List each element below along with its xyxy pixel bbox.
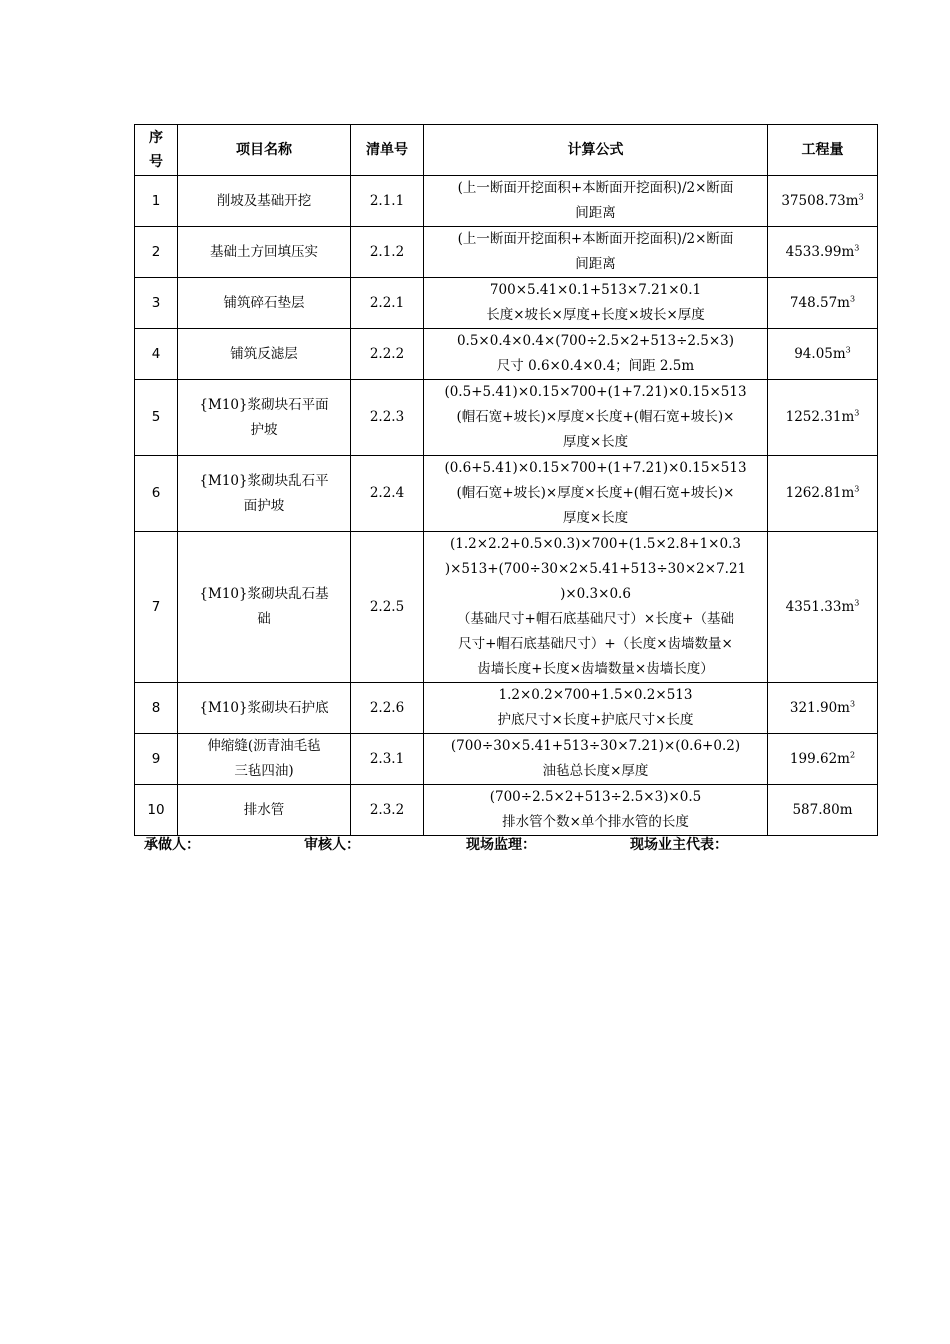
formula-line: (700÷2.5×2+513÷2.5×3)×0.5: [489, 789, 702, 805]
quantity-amount: 37508.73m: [781, 192, 859, 209]
formula-line: )×513+(700÷30×2×5.41+513÷30×2×7.21: [444, 561, 747, 577]
quantity-amount: 321.90m: [789, 699, 850, 716]
header-quantity: 工程量: [768, 125, 878, 176]
formula-line: 长度×坡长×厚度+长度×坡长×厚度: [486, 307, 705, 323]
item-name-line: 排水管: [243, 801, 285, 818]
row-number: 9: [135, 734, 178, 785]
calculation-formula: [424, 456, 768, 532]
item-name: [178, 329, 351, 380]
item-name: [178, 532, 351, 683]
item-name-line: 三毡四油): [234, 763, 294, 779]
calculation-formula: [424, 734, 768, 785]
formula-line: 间距离: [575, 256, 616, 272]
reviewer-label: 审核人：: [304, 837, 360, 853]
item-name-line: {M10}浆砌块石护底: [199, 699, 329, 716]
item-code: 2.2.5: [351, 532, 424, 683]
quantity-amount: 199.62m: [789, 750, 850, 767]
row-number: 4: [135, 329, 178, 380]
formula-line: （基础尺寸+帽石底基础尺寸）×长度+（基础: [457, 611, 734, 627]
contractor-label: 承做人：: [144, 837, 200, 853]
item-name-line: 削坡及基础开挖: [216, 192, 312, 209]
item-name: [178, 456, 351, 532]
item-code: 2.2.3: [351, 380, 424, 456]
quantity-amount: 4533.99m: [785, 243, 855, 260]
quantity-amount: 748.57m: [789, 294, 850, 311]
item-name-line: 面护坡: [243, 497, 285, 514]
item-name-line: 基础土方回填压实: [210, 243, 318, 260]
formula-line: 护底尺寸×长度+护底尺寸×长度: [497, 712, 694, 728]
header-name: 项目名称: [178, 125, 351, 176]
item-name-line: 护坡: [250, 421, 278, 438]
item-name: [178, 278, 351, 329]
header-seq: 序 号: [135, 125, 178, 176]
quantity-table: [134, 124, 878, 836]
formula-line: (帽石宽+坡长)×厚度×长度+(帽石宽+坡长)×: [456, 485, 735, 501]
table-row: [135, 380, 878, 456]
unit-exponent: 2: [849, 750, 856, 759]
item-name: [178, 380, 351, 456]
table-row: [135, 329, 878, 380]
quantity-amount: 1262.81m: [785, 485, 855, 501]
signature-footer: [144, 834, 904, 854]
item-code: 2.3.2: [351, 785, 424, 836]
unit-exponent: 3: [858, 192, 864, 201]
row-number: 8: [135, 683, 178, 734]
row-number: 7: [135, 532, 178, 683]
calculation-formula: [424, 785, 768, 836]
item-code: 2.3.1: [351, 734, 424, 785]
quantity-amount: 94.05m: [794, 345, 846, 362]
table-row: [135, 734, 878, 785]
table-row: [135, 532, 878, 683]
calculation-formula: [424, 227, 768, 278]
item-name-line: 础: [257, 611, 271, 627]
quantity-value: [768, 329, 878, 380]
calculation-formula: [424, 532, 768, 683]
item-code: 2.2.2: [351, 329, 424, 380]
row-number: 5: [135, 380, 178, 456]
supervisor-label: 现场监理：: [466, 837, 536, 853]
row-number: 10: [135, 785, 178, 836]
table-row: [135, 456, 878, 532]
formula-line: (0.6+5.41)×0.15×700+(1+7.21)×0.15×513: [444, 460, 747, 476]
item-code: 2.2.1: [351, 278, 424, 329]
quantity-amount: 4351.33m: [785, 598, 855, 615]
formula-line: 厚度×长度: [562, 510, 629, 526]
table-row: [135, 278, 878, 329]
calculation-formula: [424, 683, 768, 734]
formula-line: (上一断面开挖面积+本断面开挖面积)/2×断面: [457, 180, 734, 196]
unit-exponent: 3: [854, 598, 860, 607]
quantity-value: [768, 734, 878, 785]
quantity-value: [768, 176, 878, 227]
quantity-value: [768, 380, 878, 456]
formula-line: 齿墙长度+长度×齿墙数量×齿墙长度）: [477, 661, 714, 677]
row-number: 3: [135, 278, 178, 329]
quantity-value: [768, 278, 878, 329]
unit-exponent: 3: [854, 484, 860, 494]
unit-exponent: 3: [849, 699, 856, 708]
item-name-line: 铺筑碎石垫层: [223, 294, 305, 311]
table-row: [135, 785, 878, 836]
header-code: 清单号: [351, 125, 424, 176]
formula-line: 厚度×长度: [562, 434, 629, 450]
quantity-value: [768, 227, 878, 278]
formula-line: 尺寸 0.6×0.4×0.4；间距 2.5m: [496, 358, 695, 374]
row-number: 2: [135, 227, 178, 278]
unit-exponent: 3: [845, 345, 851, 354]
table-row: [135, 176, 878, 227]
item-code: 2.1.2: [351, 227, 424, 278]
item-code: 2.2.4: [351, 456, 424, 532]
item-code: 2.2.6: [351, 683, 424, 734]
item-name-line: 伸缩缝(沥青油毛毡: [207, 738, 321, 754]
quantity-amount: 587.80m: [792, 801, 853, 818]
quantity-value: [768, 683, 878, 734]
formula-line: (上一断面开挖面积+本断面开挖面积)/2×断面: [457, 231, 734, 247]
calculation-formula: [424, 380, 768, 456]
quantity-value: [768, 532, 878, 683]
owner-representative-label: 现场业主代表：: [630, 837, 728, 853]
header-formula: 计算公式: [424, 125, 768, 176]
unit-exponent: 3: [854, 408, 860, 418]
formula-line: 排水管个数×单个排水管的长度: [502, 814, 689, 830]
item-name-line: {M10}浆砌块乱石基: [199, 586, 329, 602]
formula-line: )×0.3×0.6: [560, 586, 631, 602]
item-name-line: 铺筑反滤层: [230, 345, 298, 362]
item-code: 2.1.1: [351, 176, 424, 227]
unit-exponent: 3: [849, 294, 856, 303]
item-name: [178, 785, 351, 836]
unit-exponent: 3: [854, 243, 860, 252]
item-name: [178, 227, 351, 278]
formula-line: 尺寸+帽石底基础尺寸）+（长度×齿墙数量×: [458, 636, 733, 652]
table-row: [135, 683, 878, 734]
formula-line: 700×5.41×0.1+513×7.21×0.1: [489, 282, 702, 298]
calculation-formula: [424, 176, 768, 227]
formula-line: (0.5+5.41)×0.15×700+(1+7.21)×0.15×513: [444, 384, 747, 400]
table-body: [135, 176, 878, 836]
item-name-line: {M10}浆砌块石平面: [199, 396, 329, 413]
item-name: [178, 176, 351, 227]
row-number: 1: [135, 176, 178, 227]
formula-line: (帽石宽+坡长)×厚度×长度+(帽石宽+坡长)×: [456, 409, 735, 425]
calculation-formula: [424, 278, 768, 329]
row-number: 6: [135, 456, 178, 532]
quantity-amount: 1252.31m: [785, 409, 855, 425]
formula-line: (700÷30×5.41+513÷30×7.21)×(0.6+0.2): [450, 738, 741, 754]
formula-line: 间距离: [575, 205, 616, 221]
calculation-formula: [424, 329, 768, 380]
formula-line: 油毡总长度×厚度: [542, 763, 649, 779]
formula-line: (1.2×2.2+0.5×0.3)×700+(1.5×2.8+1×0.3: [450, 536, 741, 552]
formula-line: 0.5×0.4×0.4×(700÷2.5×2+513÷2.5×3): [456, 333, 735, 349]
table-header: [135, 125, 878, 176]
quantity-value: [768, 785, 878, 836]
item-name: [178, 734, 351, 785]
table-row: [135, 227, 878, 278]
item-name-line: {M10}浆砌块乱石平: [199, 472, 329, 489]
formula-line: 1.2×0.2×700+1.5×0.2×513: [498, 687, 693, 703]
quantity-value: [768, 456, 878, 532]
item-name: [178, 683, 351, 734]
